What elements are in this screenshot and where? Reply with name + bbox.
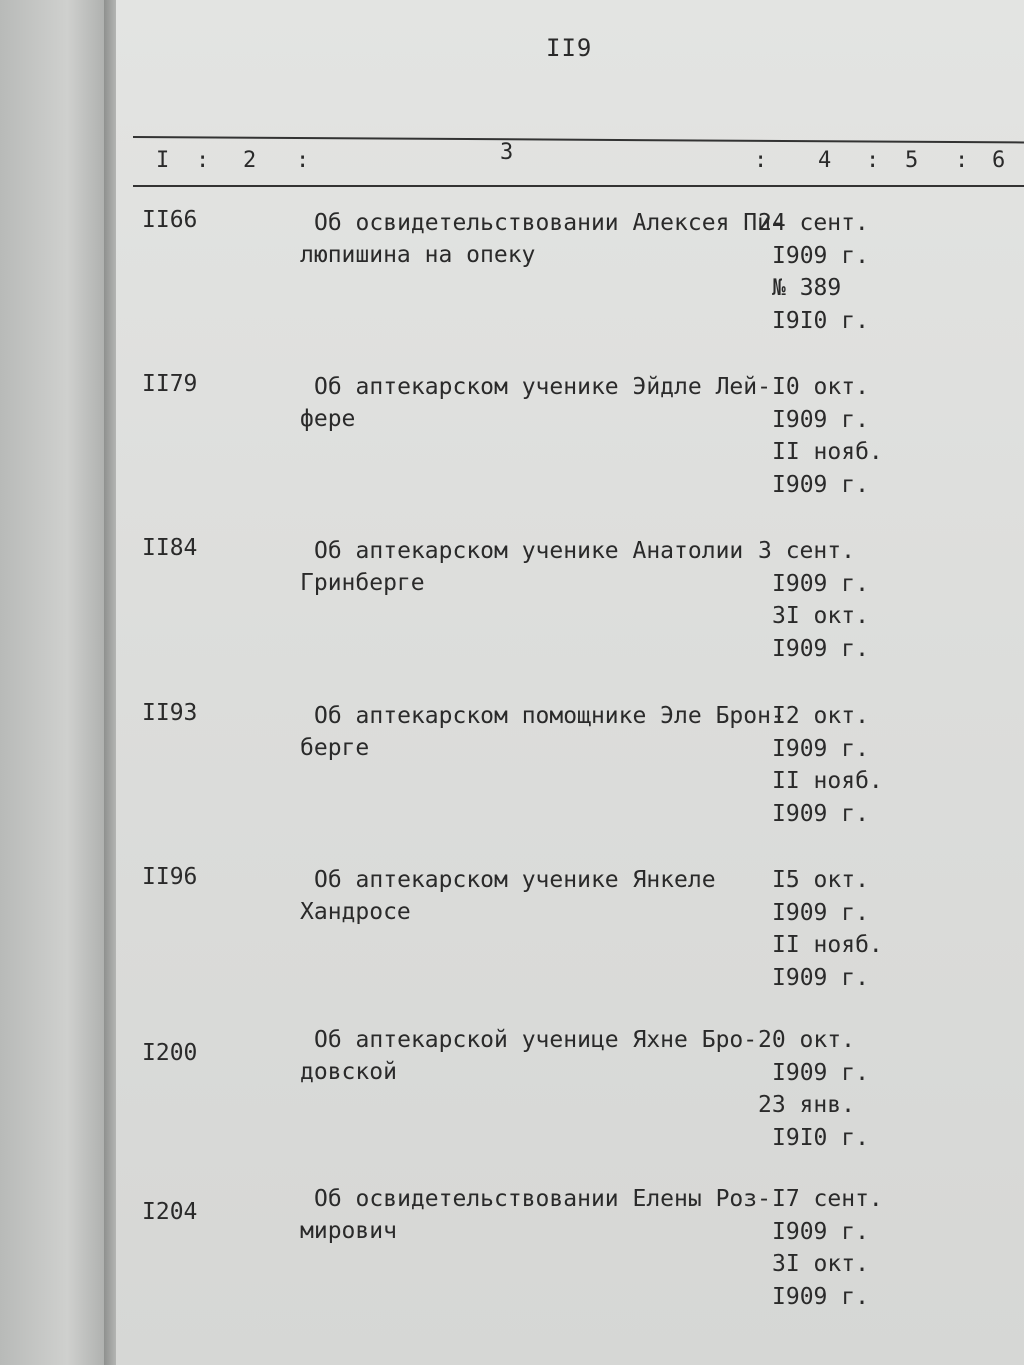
entry-title-line-2: довской [300,1059,397,1085]
entry-title-line-1: Об освидетельствовании Алексея Пи- [314,210,785,236]
entry-date-line: I909 г. [772,242,869,269]
header-rule-bottom [133,185,1024,187]
entry-number: II96 [142,864,198,890]
entry-dates [758,1183,883,1313]
entry-date-line: 3I окт. [772,1251,869,1277]
entry-date-line: I9I0 г. [772,307,869,334]
entry-title [300,700,785,764]
entry-dates [758,207,869,337]
entry-number: II84 [142,535,198,561]
entry-date-line: I909 г. [772,735,869,762]
entry-date-line: I0 окт. [772,374,869,400]
entry-date-line: I909 г. [772,800,869,827]
entry-date-line: 3 сент. [758,538,855,564]
entry-date-line: 3I окт. [772,603,869,629]
entry-title-line-1: Об аптекарском ученике Янкеле [314,867,716,893]
page-number: II9 [546,34,593,62]
entry-date-line: 20 окт. [758,1027,855,1053]
entry-title-line-2: Хандросе [300,899,411,925]
column-header-6: 6 [992,148,1006,173]
entry-title-line-1: Об освидетельствовании Елены Роз- [314,1186,771,1212]
entry-title [300,207,785,271]
entry-dates [758,1024,869,1154]
column-separator: : [866,148,880,173]
entry-date-line: I909 г. [772,635,869,662]
entry-title [300,1183,770,1247]
entry-number: II93 [142,700,198,726]
entry-title [300,371,770,435]
entry-title [300,864,770,928]
entry-date-line: II нояб. [772,932,883,958]
document-page [116,0,1024,1365]
entry-date-line: 24 сент. [758,210,869,236]
facing-page-edge [0,0,112,1365]
entry-date-line: I2 окт. [772,703,869,729]
entry-title [300,1024,770,1088]
entry-number: II66 [142,207,198,233]
column-separator: : [196,148,210,173]
entry-dates [758,700,883,830]
entry-date-line: I909 г. [772,1218,869,1245]
column-header-1: I [156,148,170,173]
entry-date-line: I7 сент. [772,1186,883,1212]
column-header-3: 3 [500,140,514,165]
entry-date-line: I909 г. [772,1283,869,1310]
entry-number: I200 [142,1040,198,1066]
entry-date-line: I909 г. [772,570,869,597]
entry-title-line-2: мирович [300,1218,397,1244]
entry-date-line: I5 окт. [772,867,869,893]
entry-title-line-1: Об аптекарском ученике Анатолии [314,538,744,564]
entry-date-line: № 389 [772,275,842,301]
column-separator: : [296,148,310,173]
entry-title-line-2: люпишина на опеку [300,242,536,268]
entry-date-line: II нояб. [772,768,883,794]
entry-title-line-2: фере [300,406,356,432]
entry-dates [758,535,869,665]
column-header-5: 5 [905,148,919,173]
entry-date-line: I9I0 г. [772,1124,869,1151]
column-separator: : [754,148,768,173]
entry-dates [758,864,883,994]
entry-number: II79 [142,371,198,397]
entry-title-line-1: Об аптекарском помощнике Эле Брон- [314,703,785,729]
entry-date-line: II нояб. [772,439,883,465]
entry-title-line-2: берге [300,735,370,761]
entry-title-line-1: Об аптекарском ученике Эйдле Лей- [314,374,771,400]
entry-date-line: I909 г. [772,899,869,926]
entry-date-line: I909 г. [772,964,869,991]
entry-dates [758,371,883,501]
column-separator: : [955,148,969,173]
column-header-2: 2 [243,148,257,173]
entry-number: I204 [142,1199,198,1225]
column-header-4: 4 [818,148,832,173]
entry-date-line: I909 г. [772,406,869,433]
entry-date-line: 23 янв. [758,1092,855,1118]
entry-date-line: I909 г. [772,1059,869,1086]
entry-title [300,535,770,599]
entry-title-line-2: Гринберге [300,570,425,596]
entry-date-line: I909 г. [772,471,869,498]
entry-title-line-1: Об аптекарской ученице Яхне Бро- [314,1027,758,1053]
